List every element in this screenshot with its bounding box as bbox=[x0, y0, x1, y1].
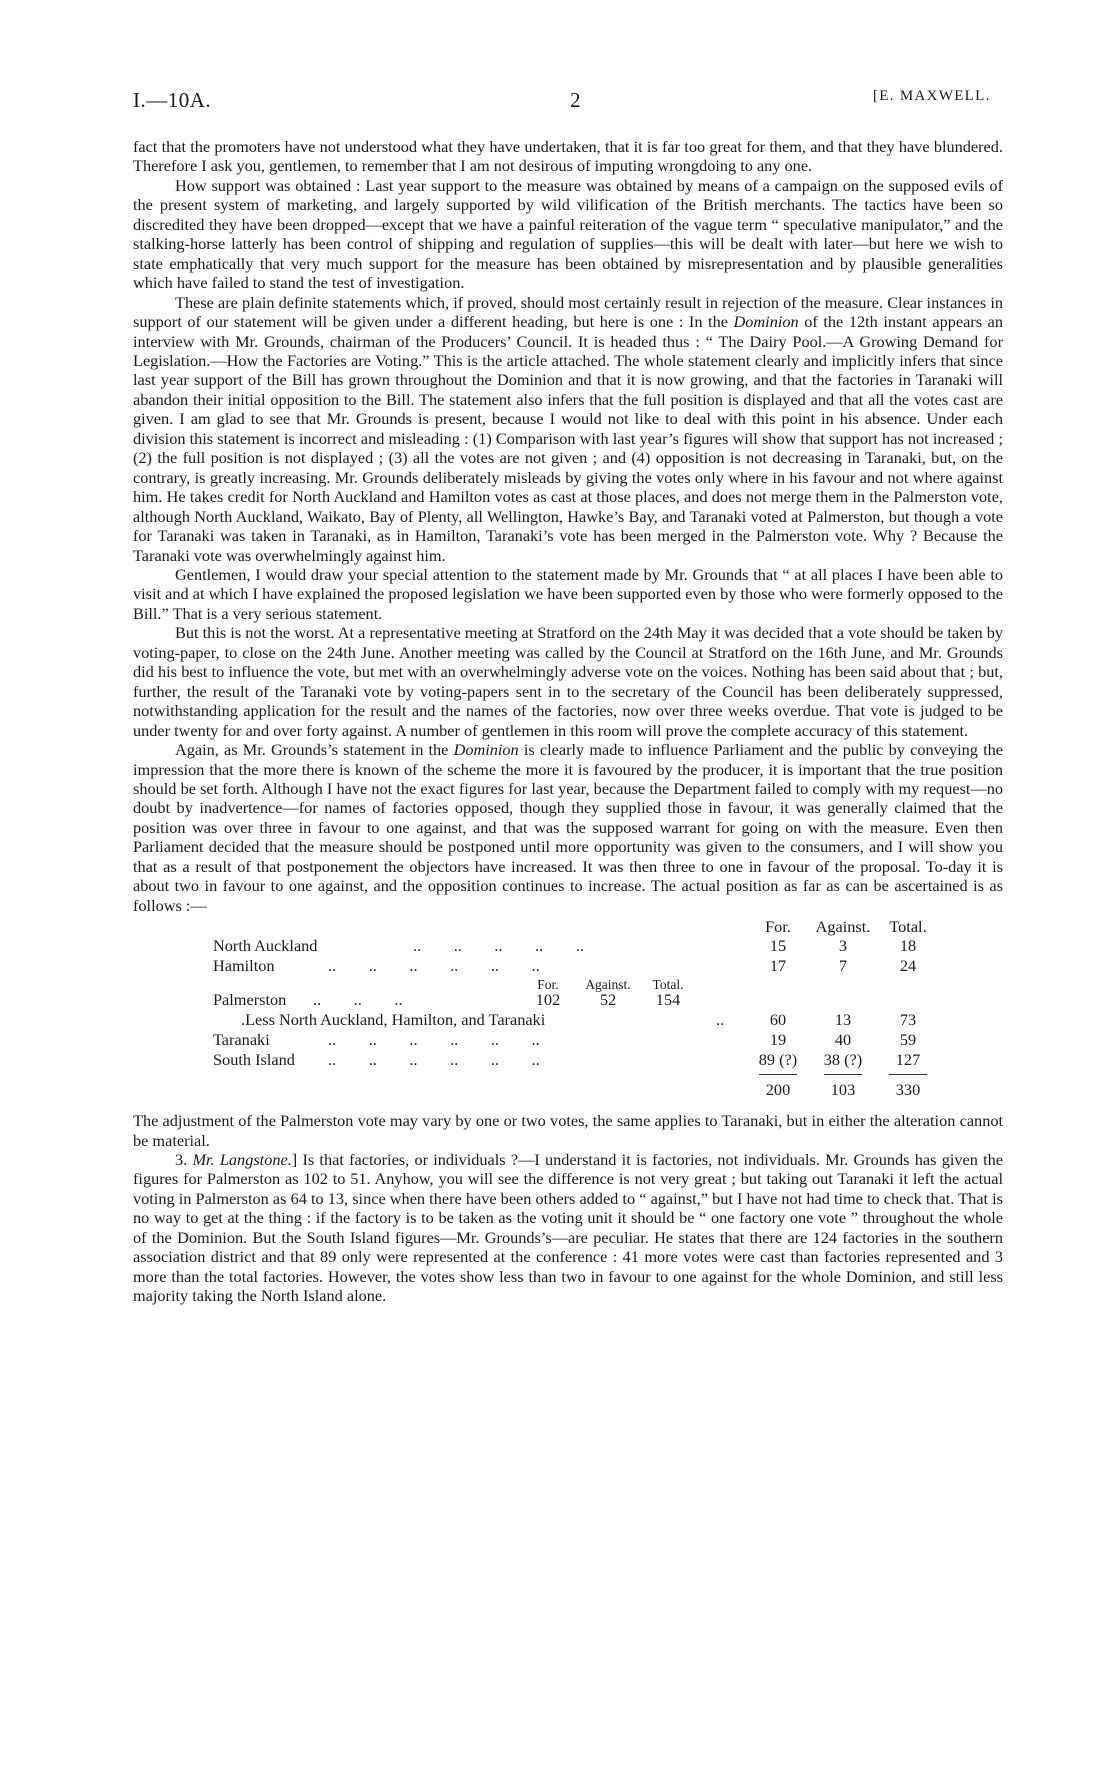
total-for: 200 bbox=[765, 1080, 791, 1100]
leader-dots: .. .. .. .. .. .. bbox=[328, 956, 540, 976]
leader-dots: .. .. .. .. .. .. bbox=[328, 1030, 540, 1050]
speaker-question: Mr. Langstone. bbox=[192, 1150, 292, 1170]
total-against: 103 bbox=[830, 1080, 856, 1100]
newspaper-title: Dominion bbox=[733, 312, 799, 332]
leader-dots: .. .. .. .. .. .. bbox=[328, 1050, 540, 1070]
cell-against: 3 bbox=[838, 936, 848, 956]
row-label: North Auckland bbox=[213, 936, 318, 956]
cell-for: 15 bbox=[769, 936, 787, 956]
paragraph: The adjustment of the Palmerston vote may vary by one or two votes, the same applies to Taranaki, but in either the alteration cannot be material. bbox=[133, 1111, 1003, 1150]
leader-dots: .. .. .. bbox=[313, 990, 403, 1010]
sub-cell-against: 52 bbox=[599, 990, 617, 1010]
sub-header-total: Total. bbox=[652, 977, 684, 993]
cell-for: 60 bbox=[769, 1010, 787, 1030]
total-total: 330 bbox=[895, 1080, 921, 1100]
cell-total: 24 bbox=[899, 956, 917, 976]
paragraph: Gentlemen, I would draw your special attention to the statement made by Mr. Grounds that “ at all places I have been able to visit and at which I have explained the proposed legislation we have been supported even by those who were formerly opposed to the Bill.” That is a very serious statement. bbox=[133, 564, 1003, 623]
paragraph: These are plain definite statements which, if proved, should most certainly result in rejection of the measure. Clear instances in support of our statement will be given under a different heading, but here is one : In the Dominion of the 12th instant appears an interview with Mr. Grounds, chairman of the Producers’ Council. It is headed thus : “ The Dairy Pool.—A Growing Demand for Legislation.—How the Factories are Voting.” This is the article attached. The whole statement clearly and implicitly infers that since last year support of the Bill has grown throughout the Dominion and that it is now growing, and that the factories in Taranaki will abandon their initial opposition to the Bill. The statement also infers that the full position is displayed and that all the votes cast are given. I am glad to see that Mr. Grounds is present, because I would not like to deal with this point in his absence. Under each division this statement is incorrect and misleading : (1) Comparison with last year’s figures will show that support has not increased ; (2) the full position is not displayed ; (3) all the votes are not given ; and (4) opposition is not decreasing in Taranaki, but, on the contrary, is greatly increasing. Mr. Grounds deliberately misleads by giving the votes only where in his favour and not where against him. He takes credit for North Auckland and Hamilton votes as cast at those places, and does not merge them in the Palmerston vote, although North Auckland, Waikato, Bay of Plenty, all Wellington, Hawke’s Bay, and Taranaki voted at Palmerston, but though a vote for Taranaki was taken in Taranaki, as in Hamilton, Taranaki’s vote has been merged in the Palmerston vote. Why ? Because the Taranaki vote was overwhelmingly against him. bbox=[133, 292, 1003, 565]
cell-against: 7 bbox=[838, 956, 848, 976]
row-label: Palmerston bbox=[213, 990, 287, 1010]
sub-header-against: Against. bbox=[585, 977, 631, 993]
cell-for: 89 (?) bbox=[758, 1050, 798, 1070]
sub-header-for: For. bbox=[537, 977, 559, 993]
cell-total: 18 bbox=[899, 936, 917, 956]
row-label: Hamilton bbox=[213, 956, 275, 976]
sum-rule bbox=[889, 1074, 927, 1075]
cell-total: 59 bbox=[899, 1030, 917, 1050]
leader-dots: .. .. .. .. .. bbox=[413, 936, 584, 956]
speaker-name: [E. MAXWELL. bbox=[873, 88, 991, 104]
paragraph: But this is not the worst. At a representative meeting at Stratford on the 24th May it was decided that a vote should be taken by voting-paper, to close on the 24th June. Another meeting was called by the Council at Stratford on the 16th June, and Mr. Grounds did his best to influence the vote, but met with an overwhelmingly adverse vote on the voices. Nothing has been said about that ; but, further, the result of the Taranaki vote by voting-papers sent in to the secretary of the Council has been deliberately suppressed, notwithstanding application for the result and the names of the factories, now over three weeks overdue. That vote is judged to be under twenty for and over forty against. A number of gentlemen in this room will prove the complete accuracy of this statement. bbox=[133, 623, 1003, 740]
sub-cell-for: 102 bbox=[535, 990, 561, 1010]
cell-total: 73 bbox=[899, 1010, 917, 1030]
cell-against: 13 bbox=[834, 1010, 852, 1030]
sum-rule bbox=[759, 1074, 797, 1075]
page-number: 2 bbox=[570, 88, 581, 112]
vote-table bbox=[133, 917, 1003, 1105]
newspaper-title: Dominion bbox=[453, 740, 519, 760]
cell-for: 19 bbox=[769, 1030, 787, 1050]
row-label-less: .Less North Auckland, Hamilton, and Taranaki bbox=[241, 1010, 546, 1030]
paragraph: Again, as Mr. Grounds’s statement in the Dominion is clearly made to influence Parliament and the public by conveying the impression that the more there is known of the scheme the more it is favoured by the producer, it is important that the true position should be set forth. Although I have not the exact figures for last year, because the Department failed to comply with my request—no doubt by inadvertence—for names of factories opposed, though they supplied those in favour, it was generally claimed that the position was over three in favour to one against, and that was the supposed warrant for going on with the measure. Even then Parliament decided that the measure should be postponed until more opportunity was given to the consumers, and I will show you that as a result of that postponement the objectors have increased. It was then three to one in favour of the proposal. To-day it is about two in favour to one against, and the opposition continues to increase. The actual position as far as can be ascertained is as follows :— bbox=[133, 740, 1003, 915]
body-text bbox=[133, 137, 1003, 1306]
row-label: Taranaki bbox=[213, 1030, 270, 1050]
col-header-for: For. bbox=[765, 917, 791, 937]
page-reference: I.—10A. bbox=[133, 88, 212, 112]
sum-rule bbox=[824, 1074, 862, 1075]
paragraph: fact that the promoters have not understood what they have undertaken, that it is far too great for them, and that they have blundered. Therefore I ask you, gentlemen, to remember that I am not desirous of imputing wrongdoing to any one. bbox=[133, 137, 1003, 176]
leader-dots: .. bbox=[716, 1010, 725, 1030]
cell-against: 40 bbox=[834, 1030, 852, 1050]
paragraph: 3. Mr. Langstone.] Is that factories, or individuals ?—I understand it is factories, not individuals. Mr. Grounds has given the figures for Palmerston as 102 to 51. Anyhow, you will see the difference is not very great ; but taking out Taranaki it left the actual voting in Palmerston as 64 to 13, since when there have been others added to “ against,” but I have not had time to check that. That is no way to get at the thing : if the factory is to be taken as the voting unit it should be “ one factory one vote ” throughout the whole of the Dominion. But the South Island figures—Mr. Grounds’s—are peculiar. He states that there are 124 factories in the southern association district and that 89 only were represented at the conference : 41 more votes were cast than factories represented and 3 more than the total factories. However, the votes show less than two in favour to one against for the whole Dominion, and still less majority taking the North Island alone. bbox=[133, 1150, 1003, 1306]
row-label: South Island bbox=[213, 1050, 295, 1070]
col-header-against: Against. bbox=[815, 917, 871, 937]
paragraph: How support was obtained : Last year support to the measure was obtained by means of a campaign on the supposed evils of the present system of marketing, and largely supported by wild vilification of the British merchants. The tactics have been so discredited they have been dropped—except that we have a painful reiteration of the vague term “ speculative manipulator,” and the stalking-horse latterly has been control of shipping and regulation of supplies—this will be dealt with later—but here we wish to state emphatically that very much support for the measure has been obtained by misrepresentation and by plausible generalities which have failed to stand the test of investigation. bbox=[133, 175, 1003, 293]
cell-against: 38 (?) bbox=[823, 1050, 863, 1070]
cell-for: 17 bbox=[769, 956, 787, 976]
col-header-total: Total. bbox=[889, 917, 927, 937]
sub-cell-total: 154 bbox=[655, 990, 681, 1010]
cell-total: 127 bbox=[895, 1050, 921, 1070]
